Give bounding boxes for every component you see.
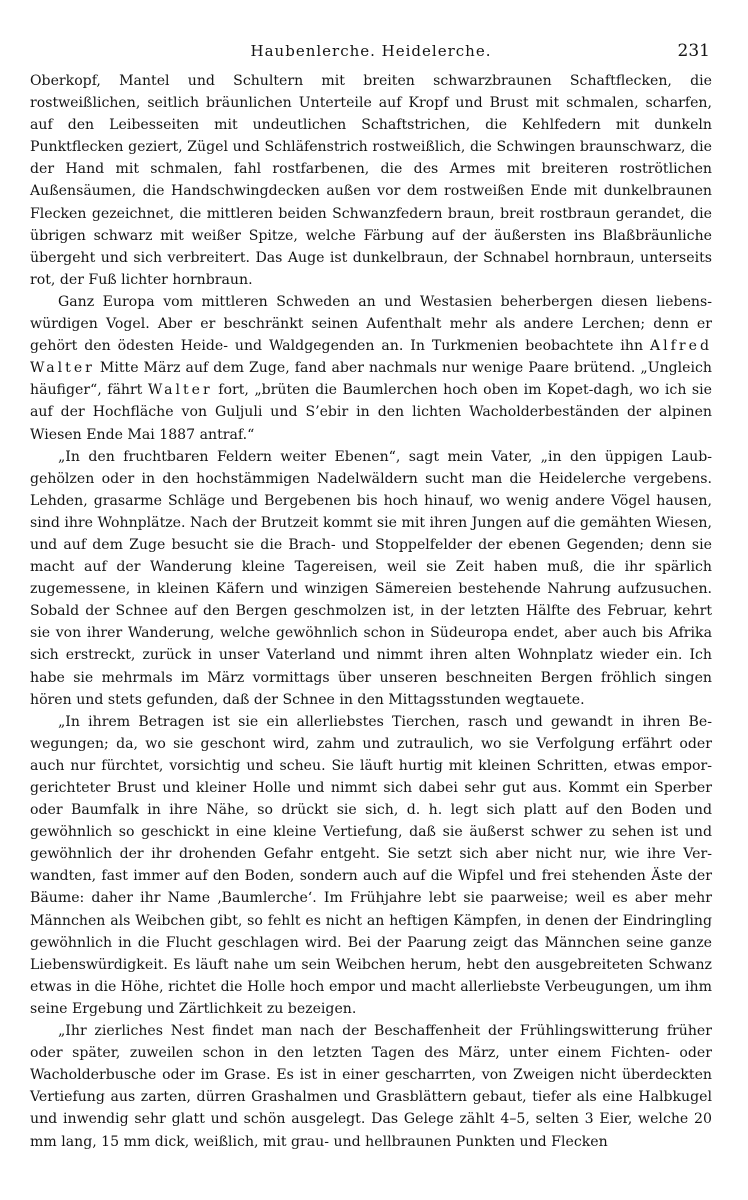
text-segment: „Ihr zierliches Nest findet man nach der Beschaffenheit der Frühlingswitterung früher oder später, zuweilen schon in den letzten Tagen des März, unter einem Fichten- oder Wacholderbusche oder im Grase. Es ist in einer gescharrten, von Zweigen nicht überdeckten Vertiefung aus zarten, dürren Grashalmen und Grasblättern gebaut, tiefer als eine Halbkugel und inwendig sehr glatt und schön ausgelegt. Das Gelege zählt 4–5, selten 3 Eier, welche 20 mm lang, 15 mm dick, weißlich, mit grau- und hellbraunen Punkten und Flecken <box>30 1023 712 1150</box>
paragraph-2 <box>30 291 712 446</box>
page-header <box>30 36 712 66</box>
running-title: Haubenlerche. Heidelerche. <box>250 42 492 60</box>
page-number: 231 <box>677 41 710 61</box>
paragraph-3 <box>30 446 712 711</box>
text-segment: „In ihrem Betragen ist sie ein allerliebstes Tierchen, rasch und gewandt in ihren Bewegungen; da, wo sie geschont wird, zahm und zutraulich, wo sie Verfolgung erfährt oder auch nur fürchtet, vorsichtig und scheu. Sie läuft hurtig mit kleinen Schritten, etwas emporgerichteter Brust und kleiner Holle und nimmt sich dabei sehr gut aus. Kommt ein Sperber oder Baumfalk in ihre Nähe, so drückt sie sich, d. h. legt sich platt auf den Boden und gewöhnlich so geschickt in eine kleine Vertiefung, daß sie äußerst schwer zu sehen ist und gewöhnlich der ihr drohenden Gefahr entgeht. Sie setzt sich aber nicht nur, wie ihre Verwandten, fast immer auf den Boden, sondern auch auf die Wipfel und frei stehenden Äste der Bäume: daher ihr Name ‚Baumlerche‘. Im Frühjahre lebt sie paarweise; weil es aber mehr Männchen als Weibchen gibt, so fehlt es nicht an heftigen Kämpfen, in denen der Eindringling gewöhnlich in die Flucht geschlagen wird. Bei der Paarung zeigt das Männchen seine ganze Liebenswürdigkeit. Es läuft nahe um sein Weibchen herum, hebt den ausgebreiteten Schwanz etwas in die Höhe, richtet die Holle hoch empor und macht allerliebste Verbeugungen, um ihm seine Ergebung und Zärtlichkeit zu bezeigen. <box>30 713 712 1017</box>
spaced-name: Walter <box>147 382 213 399</box>
paragraph-5 <box>30 1020 712 1153</box>
spaced-name: Alfred Walter <box>30 338 712 377</box>
text-segment: Ganz Europa vom mittleren Schweden an und Westasien beherbergen diesen liebenswürdigen Vogel. Aber er beschränkt seinen Aufenthalt mehr als andere Lerchen; denn er gehört den ödesten Heide- und Waldgegenden an. In Turkmenien beobachtete ihn <box>30 293 712 355</box>
paragraph-4 <box>30 711 712 1020</box>
text-segment: „In den fruchtbaren Feldern weiter Ebenen“, sagt mein Vater, „in den üppigen Laubgehölzen oder in den hochstämmigen Nadelwäldern sucht man die Heidelerche vergebens. Lehden, grasarme Schläge und Bergebenen bis hoch hinauf, wo wenig andere Vögel hausen, sind ihre Wohnplätze. Nach der Brutzeit kommt sie mit ihren Jungen auf die gemähten Wiesen, und auf dem Zuge besucht sie die Brach- und Stoppelfelder der ebenen Gegenden; denn sie macht auf der Wanderung kleine Tagereisen, weil sie Zeit haben muß, die ihr spärlich zugemessene, in kleinen Käfern und winzigen Sämereien bestehende Nahrung aufzusuchen. Sobald der Schnee auf den Bergen geschmolzen ist, in der letzten Hälfte des Februar, kehrt sie von ihrer Wanderung, welche gewöhnlich schon in Südeuropa endet, aber auch bis Afrika sich erstreckt, zurück in unser Vaterland und nimmt ihren alten Wohnplatz wieder ein. Ich habe sie mehrmals im März vormittags über unseren beschneiten Bergen fröhlich singen hören und stets gefunden, daß der Schnee in den Mittagsstunden wegtauete. <box>30 448 712 708</box>
text-segment: Mitte März auf dem Zuge, fand aber nachmals nur wenige Paare brütend. „Ungleich häufiger“, fährt <box>30 360 712 399</box>
body-text <box>30 70 712 1153</box>
text-segment: fort, „brüten die Baumlerchen hoch oben im Kopet-dagh, wo ich sie auf der Hochfläche von Guljuli und S’ebir in den lichten Wacholderbeständen der alpinen Wiesen Ende Mai 1887 antraf.“ <box>30 382 712 443</box>
paragraph-1 <box>30 70 712 291</box>
text-segment: Oberkopf, Mantel und Schultern mit breiten schwarzbraunen Schaftflecken, die rostweißlichen, seitlich bräunlichen Unterteile auf Kropf und Brust mit schmalen, scharfen, auf den Leibesseiten mit undeutlichen Schaftstrichen, die Kehlfedern mit dunkeln Punktflecken geziert, Zügel und Schläfenstrich rostweißlich, die Schwingen braunschwarz, die der Hand mit schmalen, fahl rostfarbenen, die des Armes mit breiteren roströtlichen Außensäumen, die Handschwingdecken außen vor dem rostweißen Ende mit dunkelbraunen Flecken gezeichnet, die mittleren beiden Schwanzfedern braun, breit rostbraun gerandet, die übrigen schwarz mit weißer Spitze, welche Färbung auf der äußersten ins Blaßbräunliche übergeht und sich verbreitert. Das Auge ist dunkelbraun, der Schnabel hornbraun, unterseits rot, der Fuß lichter hornbraun. <box>30 73 712 288</box>
